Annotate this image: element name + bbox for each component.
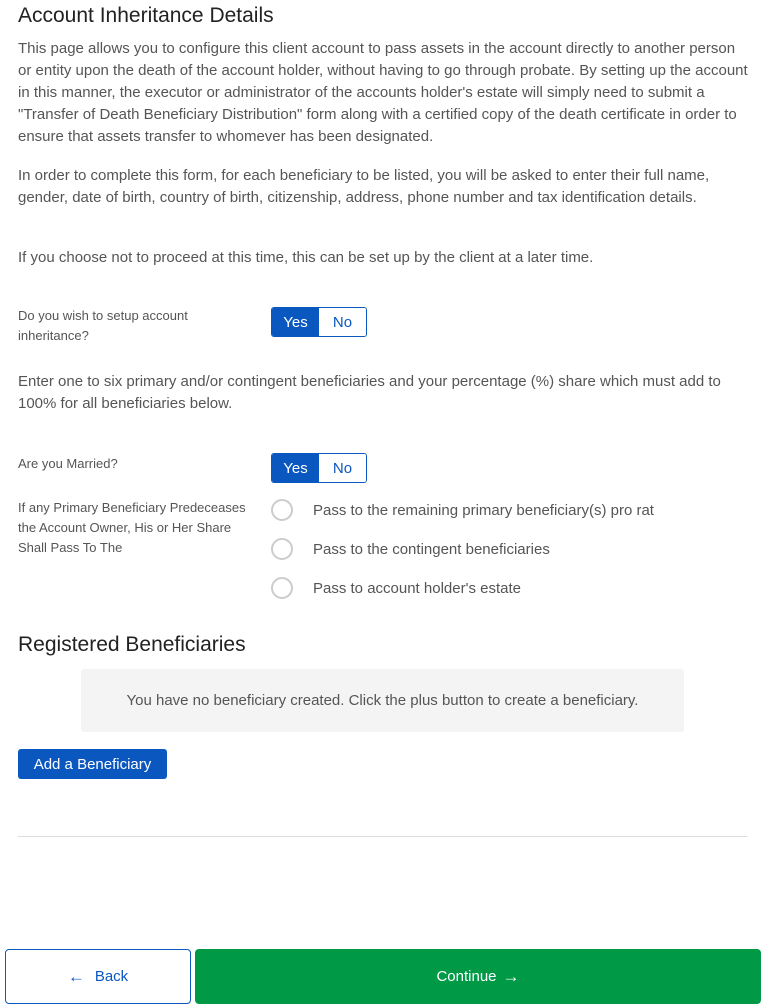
radio-circle-icon bbox=[271, 499, 293, 521]
divider bbox=[18, 836, 747, 837]
continue-button[interactable] bbox=[195, 949, 761, 1004]
back-label: Back bbox=[94, 968, 129, 985]
add-beneficiary-button[interactable]: Add a Beneficiary bbox=[18, 749, 167, 779]
radio-label: Pass to the remaining primary beneficiary(s) pro rat bbox=[313, 501, 654, 519]
intro-paragraph-3: If you choose not to proceed at this time, this can be set up by the client at a later time. bbox=[18, 249, 594, 266]
setup-inheritance-toggle bbox=[271, 307, 367, 337]
radio-label: Pass to account holder's estate bbox=[313, 579, 521, 597]
registered-beneficiaries-title: Registered Beneficiaries bbox=[18, 633, 246, 656]
radio-circle-icon bbox=[271, 577, 293, 599]
setup-no-button[interactable]: No bbox=[319, 308, 366, 336]
page-title: Account Inheritance Details bbox=[18, 4, 274, 27]
continue-label: Continue bbox=[436, 968, 497, 985]
radio-contingent[interactable] bbox=[271, 538, 550, 560]
married-no-button[interactable]: No bbox=[319, 454, 366, 482]
arrow-right-icon: → bbox=[502, 966, 520, 986]
married-label: Are you Married? bbox=[18, 456, 118, 471]
radio-label: Pass to the contingent beneficiaries bbox=[313, 540, 550, 558]
radio-remaining-primary[interactable] bbox=[271, 499, 654, 521]
back-button[interactable] bbox=[5, 949, 191, 1004]
radio-circle-icon bbox=[271, 538, 293, 560]
setup-yes-button[interactable]: Yes bbox=[272, 308, 319, 336]
predecease-label: If any Primary Beneficiary Predeceases the Account Owner, His or Her Share Shall Pass To The bbox=[18, 500, 246, 555]
intro-paragraph-2: In order to complete this form, for each beneficiary to be listed, you will be asked to enter their full name, gender, date of birth, country of birth, citizenship, address, phone number and tax identification details. bbox=[18, 167, 710, 206]
arrow-left-icon: ← bbox=[67, 966, 85, 986]
married-yes-button[interactable]: Yes bbox=[272, 454, 319, 482]
setup-inheritance-label: Do you wish to setup account inheritance? bbox=[18, 308, 188, 343]
radio-estate[interactable] bbox=[271, 577, 521, 599]
beneficiary-note: Enter one to six primary and/or contingent beneficiaries and your percentage (%) share which must add to 100% for all beneficiaries below. bbox=[18, 373, 721, 412]
intro-paragraph-1: This page allows you to configure this client account to pass assets in the account directly to another person or entity upon the death of the account holder, without having to go through probate. By setting up the account in this manner, the executor or administrator of the accounts holder's estate will simply need to submit a "Transfer of Death Beneficiary Distribution" form along with a certified copy of the death certificate in order to ensure that assets transfer to whomever has been designated. bbox=[18, 40, 748, 145]
empty-beneficiaries-message: You have no beneficiary created. Click the plus button to create a beneficiary. bbox=[81, 669, 684, 732]
married-toggle bbox=[271, 453, 367, 483]
